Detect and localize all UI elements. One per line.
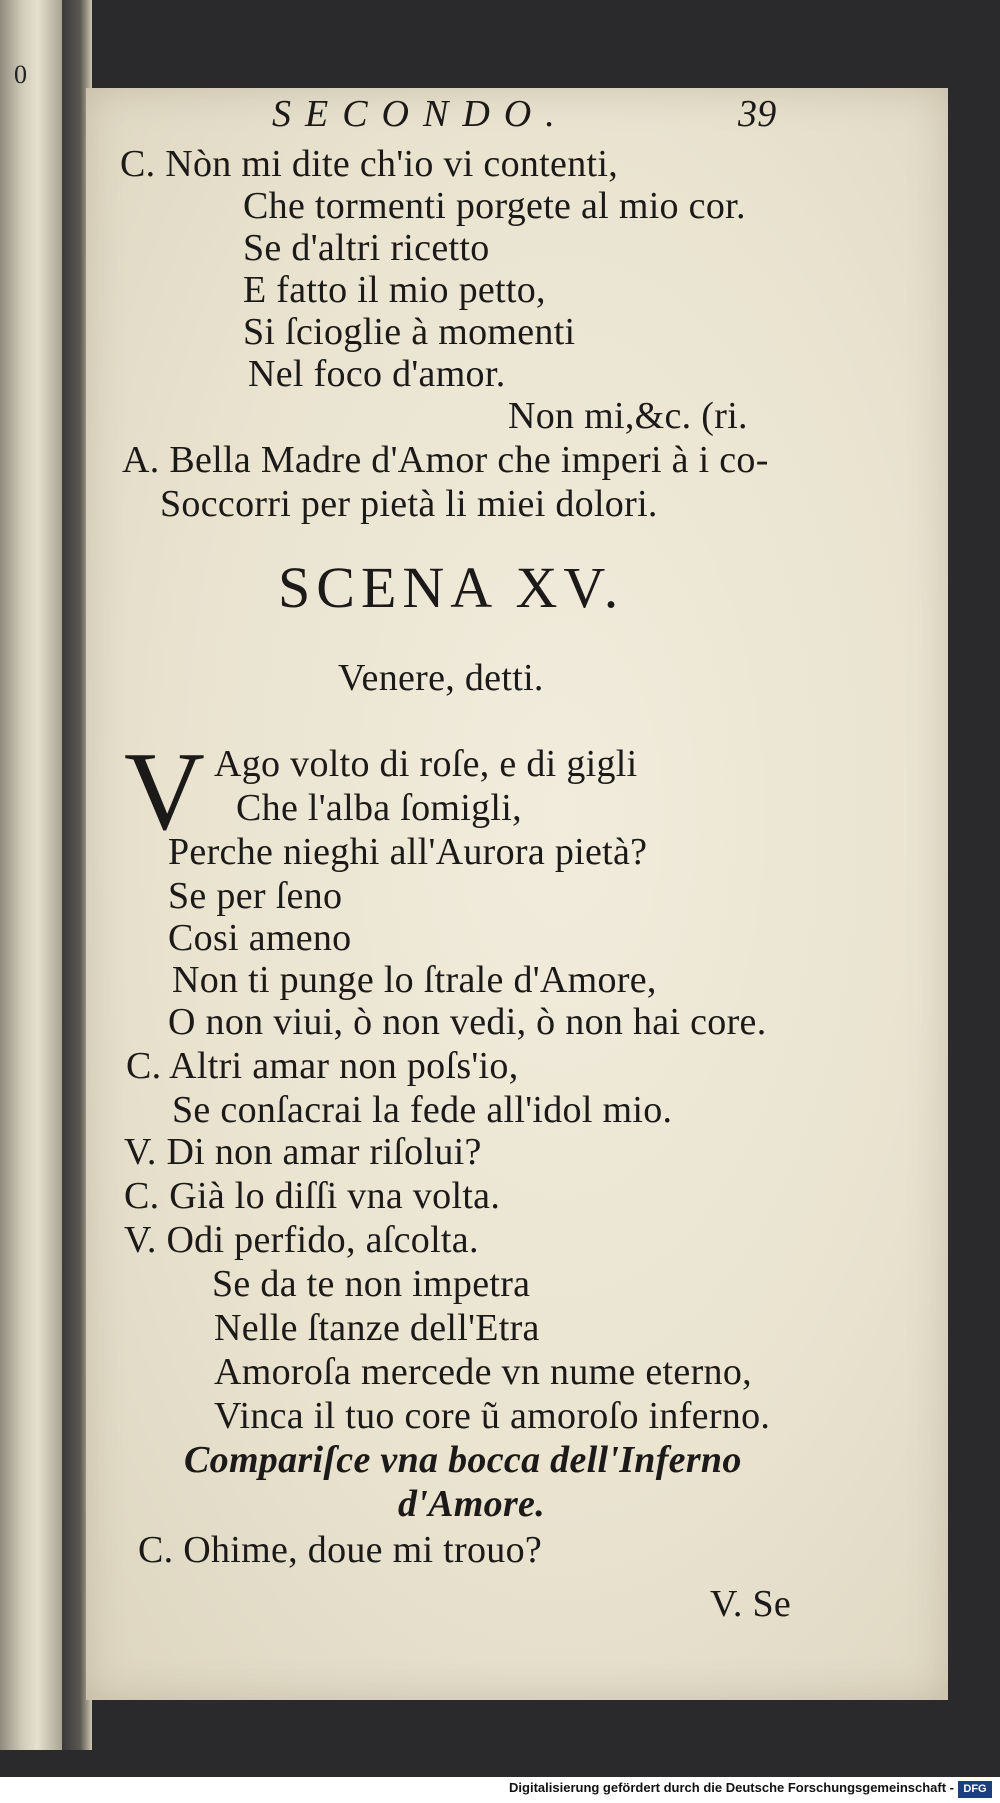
text-line: Perche nieghi all'Aurora pietà? (168, 831, 648, 873)
text-line: Che l'alba ſomigli, (236, 787, 522, 829)
text-line: E fatto il mio petto, (243, 269, 546, 311)
scene-characters: Venere, detti. (338, 657, 544, 699)
footer-bar (0, 1777, 1000, 1803)
spine-mark: 0 (14, 60, 27, 89)
text-line: Se da te non impetra (212, 1263, 531, 1305)
text-line: Se conſacrai la fede all'idol mio. (172, 1089, 673, 1131)
text-line: Soccorri per pietà li miei dolori. (160, 483, 658, 525)
text-line: C. Nòn mi dite ch'io vi contenti, (120, 143, 619, 185)
drop-cap: V (124, 730, 205, 854)
text-line: C. Già lo diſſi vna volta. (124, 1175, 501, 1217)
text-line: C. Altri amar non poſs'io, (126, 1045, 519, 1087)
text-line: Se d'altri ricetto (243, 227, 490, 269)
text-line: Nelle ſtanze dell'Etra (214, 1307, 540, 1349)
text-line: V. Di non amar riſolui? (124, 1131, 482, 1173)
book-spine (0, 0, 62, 1750)
text-line: Vinca il tuo core ũ amoroſo inferno. (214, 1395, 771, 1437)
text-line: O non viui, ò non vedi, ò non hai core. (168, 1001, 767, 1043)
dfg-logo: DFG (958, 1781, 992, 1798)
catchword: V. Se (710, 1583, 792, 1625)
text-line: Non mi,&c. (ri. (508, 395, 748, 437)
scene-title: SCENA XV. (278, 555, 625, 620)
text-line: Amoroſa mercede vn nume eterno, (214, 1351, 752, 1393)
digitization-credit: Digitalisierung gefördert durch die Deutsche Forschungsgemeinschaft - (509, 1780, 954, 1795)
stage-direction: d'Amore. (398, 1483, 546, 1525)
stage-direction: Compariſce vna bocca dell'Inferno (184, 1439, 742, 1481)
text-line: A. Bella Madre d'Amor che imperi à i co- (122, 439, 769, 481)
text-line: Si ſcioglie à momenti (243, 311, 576, 353)
running-title: SECONDO. (272, 93, 569, 135)
page-number: 39 (738, 93, 777, 135)
text-line: C. Ohime, doue mi trouo? (138, 1529, 543, 1571)
text-line: Nel foco d'amor. (248, 353, 506, 395)
text-line: Che tormenti porgete al mio cor. (243, 185, 746, 227)
text-line: Ago volto di roſe, e di gigli (214, 743, 638, 785)
text-line: Cosi ameno (168, 917, 352, 959)
text-line: V. Odi perfido, aſcolta. (124, 1219, 479, 1261)
text-line: Se per ſeno (168, 875, 343, 917)
text-line: Non ti punge lo ſtrale d'Amore, (172, 959, 657, 1001)
